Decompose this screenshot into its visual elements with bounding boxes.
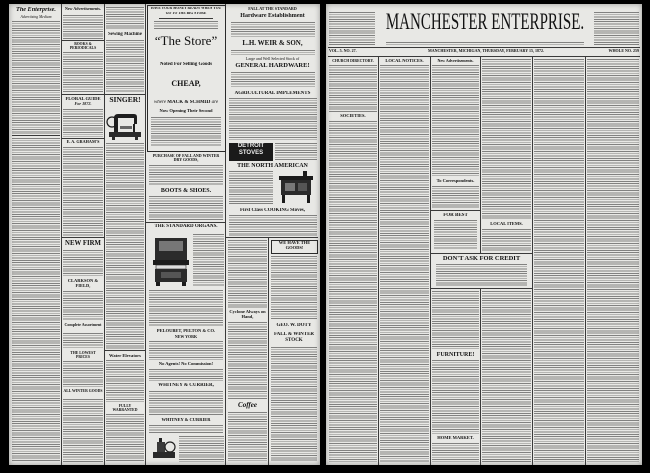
body-text-block (434, 220, 477, 250)
body-text-block (231, 50, 315, 55)
masthead-subtitle-line (386, 42, 584, 45)
ad-divider (62, 138, 104, 139)
body-text-block (149, 165, 223, 185)
ad-divider (12, 135, 60, 136)
body-text-block (432, 65, 479, 176)
ear-left-text (329, 12, 375, 45)
body-text-block (482, 59, 531, 219)
no-agents-heading: No Agents! No Commission! (158, 362, 214, 366)
column-rule (480, 288, 481, 465)
body-text-block (271, 347, 317, 462)
body-text-block (231, 22, 315, 38)
body-text-block (12, 21, 60, 134)
societies-heading: SOCIETIES. (340, 114, 366, 118)
body-text-block (63, 399, 103, 462)
left-page (9, 4, 320, 465)
floral-guide-heading: FLORAL GUIDE (65, 96, 101, 101)
masthead-rule (328, 56, 640, 57)
coffee-heading: Coffee (238, 402, 257, 409)
body-text-block (63, 15, 103, 39)
ad-divider (431, 210, 480, 211)
cooking-stoves-heading: First Class COOKING Stoves, (240, 208, 305, 213)
ad-divider (431, 253, 532, 254)
masthead: MANCHESTER ENTERPRISE. (385, 10, 585, 36)
body-text-block (228, 412, 267, 462)
detroit-label: DETROIT (237, 143, 265, 149)
body-text-block (587, 59, 639, 462)
new-firm-heading: NEW FIRM (65, 240, 101, 247)
body-text-block (482, 291, 531, 462)
body-text-block (149, 369, 223, 381)
winter-goods-heading: ALL WINTER GOODS (63, 389, 103, 393)
body-text-block (106, 7, 144, 30)
machinery-illustration (151, 436, 177, 460)
body-text-block (275, 143, 317, 161)
store-ad-title: “The Store” (154, 34, 218, 48)
general-hardware-heading: GENERAL HARDWARE! (235, 62, 310, 69)
new-york-label: NEW YORK (174, 335, 198, 339)
body-text-block (231, 72, 315, 88)
body-text-block (482, 229, 531, 251)
body-text-block (63, 109, 103, 137)
body-text-block (149, 391, 223, 416)
whitney-currier-heading: WHITNEY & CURRIER, (158, 383, 214, 388)
new-advertisements-heading-right: New Advertisements. (437, 59, 474, 63)
ad-divider (159, 18, 213, 19)
body-text-block (149, 196, 223, 220)
cyclone-heading: Cyclone Always on Hand, (229, 310, 266, 319)
store-ad-opening: Now Opening Their Second (159, 109, 213, 113)
body-text-block (106, 143, 144, 349)
local-notices-heading: LOCAL NOTICES. (385, 59, 424, 63)
body-text-block (380, 65, 429, 462)
graham-heading: E. A. GRAHAM'S (66, 140, 100, 144)
store-ad-line2: GO TO THE BIG STORE (165, 12, 207, 15)
ad-divider (105, 94, 145, 95)
body-text-block (106, 40, 144, 93)
right-page (326, 4, 642, 465)
column-rule (268, 238, 269, 465)
floral-guide-year: For 1872. (74, 102, 92, 106)
store-ad-purchase: PURCHASE OF FALL AND WINTER DRY GOODS, (152, 154, 220, 163)
detroit-stoves-banner (229, 143, 273, 161)
complete-assortment-heading: Complete Assortment (64, 323, 102, 327)
lowest-prices-heading: THE LOWEST PRICES (70, 351, 96, 360)
organ-illustration (151, 234, 191, 286)
enterprise-subtitle: Advertising Medium (20, 15, 52, 19)
body-text-block (63, 361, 103, 387)
column-rule (145, 4, 146, 465)
books-periodicals-heading: BOOKS & PERIODICALS (69, 42, 97, 51)
body-text-block (149, 290, 223, 326)
body-text-block (228, 240, 267, 308)
we-have-the-goods-box: WE HAVE THE GOODS! (271, 240, 318, 254)
hardware-ad-stock: Large and Well Selected Stock of (245, 57, 300, 61)
body-text-block (154, 21, 218, 30)
church-directory-heading: CHURCH DIRECTORY. (332, 59, 374, 63)
store-ad-where-line (148, 100, 224, 106)
body-text-block (63, 147, 103, 236)
hardware-ad-fall: FALL AT THE STANDARD (248, 7, 297, 11)
body-text-block (329, 121, 377, 462)
clarkson-field-heading: CLARKSON & FIELD, (67, 279, 99, 288)
body-text-block (229, 215, 317, 236)
whole-number: WHOLE NO. 259 (608, 49, 639, 53)
column-rule (104, 4, 105, 465)
for-best-heading: FOR BEST (443, 213, 468, 218)
weir-son-heading: L.H. WEIR & SON, (242, 40, 303, 47)
store-ad-where: where (153, 100, 166, 105)
body-text-block (63, 52, 103, 93)
correspondents-heading: To Correspondents. (436, 179, 475, 183)
new-advertisements-heading: New Advertisements. (65, 7, 101, 11)
fall-winter-stock-heading: FALL & WINTER STOCK (273, 332, 315, 343)
body-text-block (149, 341, 223, 360)
body-text-block (229, 171, 273, 205)
column-rule (480, 56, 481, 253)
column-rule (430, 56, 431, 465)
singer-heading: SINGER! (109, 96, 141, 104)
column-rule (61, 4, 62, 465)
body-text-block (432, 360, 479, 434)
body-text-block (193, 234, 224, 286)
body-text-block (534, 59, 584, 462)
body-text-block (228, 322, 267, 399)
body-text-block (63, 333, 103, 349)
body-text-block (151, 117, 221, 147)
home-market-heading: HOME MARKET. (437, 436, 474, 440)
agricultural-implements-heading: AGRICULTURAL IMPLEMENTS (234, 91, 311, 96)
body-text-block (106, 414, 144, 462)
standard-organs-heading: THE STANDARD ORGANS. (154, 224, 218, 229)
store-ad-are: are (211, 100, 219, 105)
store-ad-noted: Noted For Selling Goods (159, 62, 213, 67)
body-text-block (432, 291, 479, 349)
body-text-block (12, 138, 60, 462)
column-rule (585, 56, 586, 465)
body-text-block (432, 186, 479, 208)
sewing-machine-illustration (106, 106, 144, 140)
body-text-block (106, 360, 144, 402)
ad-divider (226, 237, 318, 238)
store-ad-line1: HAVE YOUR MONEY READY WHEN YOU (150, 7, 222, 10)
store-ad-cheap: CHEAP, (171, 80, 201, 88)
store-ad-firm: MACK & SCHMID (167, 100, 211, 105)
water-elevators-heading: Water Elevators (109, 353, 141, 358)
dont-ask-for-credit-heading: DON'T ASK FOR CREDIT (442, 255, 521, 262)
body-text-block (63, 291, 103, 321)
body-text-block (436, 264, 527, 286)
hardware-establishment-heading: Hardware Establishment (240, 13, 305, 19)
peloubet-heading: PELOUBET, PELTON & CO. (156, 329, 216, 333)
ad-divider (431, 288, 532, 289)
body-text-block (63, 250, 103, 277)
geo-doty-heading: GEO. W. DOTY (276, 323, 312, 328)
body-text-block (271, 256, 317, 320)
volume-number: VOL. 5. NO. 27. (329, 49, 357, 53)
ad-divider (62, 40, 104, 41)
local-items-heading: LOCAL ITEMS. (490, 222, 523, 226)
ad-divider (62, 237, 104, 238)
sewing-machine-heading: Sewing Machine (108, 32, 142, 37)
fully-warranted-heading: FULLY WARRANTED (112, 404, 138, 413)
stoves-label: STOVES (238, 149, 264, 156)
dateline: MANCHESTER, MICHIGAN, THURSDAY, FEBRUARY 15, 1872. (427, 49, 545, 53)
north-american-heading: THE NORTH AMERICAN (237, 163, 308, 169)
whitney-currier-heading-2: WHITNEY & CURRIER (161, 418, 211, 422)
furniture-heading: FURNITURE! (436, 352, 475, 358)
ear-right-text (594, 12, 639, 45)
stove-illustration (277, 171, 315, 205)
enterprise-title: The Enterprise. (16, 7, 56, 13)
ad-divider (146, 222, 225, 223)
ad-divider (105, 350, 145, 351)
body-text-block (329, 65, 377, 112)
ad-divider (62, 94, 104, 95)
body-text-block (179, 436, 224, 462)
column-rule (532, 56, 533, 465)
body-text-block (432, 443, 479, 462)
store-ad-boots: BOOTS & SHOES. (160, 188, 212, 194)
body-text-block (149, 425, 223, 434)
body-text-block (229, 98, 317, 140)
column-rule (378, 56, 379, 465)
masthead-rule (328, 47, 640, 48)
